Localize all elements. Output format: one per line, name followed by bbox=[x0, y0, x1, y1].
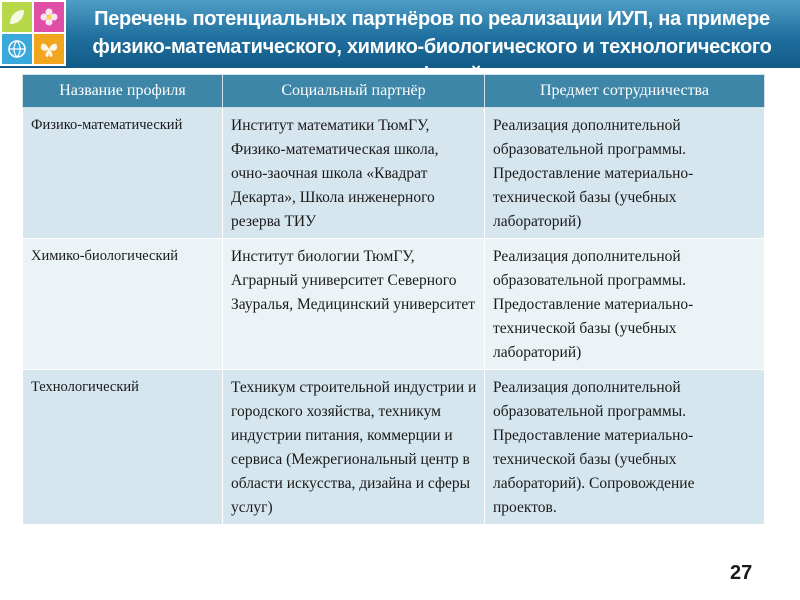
logo bbox=[0, 0, 66, 66]
leaf-icon bbox=[2, 2, 32, 32]
subject-cell: Реализация дополнительной образовательной программы. Предоставление материально-технической базы (учебных лабораторий) bbox=[485, 108, 765, 239]
flower-icon bbox=[34, 2, 64, 32]
table-row bbox=[23, 108, 765, 239]
profile-cell: Химико-биологический bbox=[23, 239, 223, 370]
table-row bbox=[23, 239, 765, 370]
partners-table bbox=[22, 74, 764, 525]
partner-cell: Институт биологии ТюмГУ, Аграрный университет Северного Зауралья, Медицинский университет bbox=[223, 239, 485, 370]
butterfly-icon bbox=[34, 34, 64, 64]
column-header-profile: Название профиля bbox=[23, 75, 223, 108]
profile-cell: Технологический bbox=[23, 370, 223, 525]
title-banner bbox=[0, 0, 800, 68]
page-number: 27 bbox=[730, 562, 753, 584]
partner-cell: Институт математики ТюмГУ, Физико-математическая школа, очно-заочная школа «Квадрат Декарта», Школа инженерного резерва ТИУ bbox=[223, 108, 485, 239]
table-row bbox=[23, 370, 765, 525]
column-header-subject: Предмет сотрудничества bbox=[485, 75, 765, 108]
page-title: Перечень потенциальных партнёров по реализации ИУП, на примере физико-математического, химико-биологического и технологического bbox=[92, 8, 772, 58]
table-header-row bbox=[23, 75, 765, 108]
column-header-partner: Социальный партнёр bbox=[223, 75, 485, 108]
profile-cell: Физико-математический bbox=[23, 108, 223, 239]
globe-icon bbox=[2, 34, 32, 64]
partner-cell: Техникум строительной индустрии и городского хозяйства, техникум индустрии питания, коммерции и сервиса (Межрегиональный центр в области искусства, дизайна и сферы услуг) bbox=[223, 370, 485, 525]
subject-cell: Реализация дополнительной образовательной программы. Предоставление материально-технической базы (учебных лабораторий) bbox=[485, 239, 765, 370]
subject-cell: Реализация дополнительной образовательной программы. Предоставление материально-технической базы (учебных лабораторий). Сопровождение проектов. bbox=[485, 370, 765, 525]
